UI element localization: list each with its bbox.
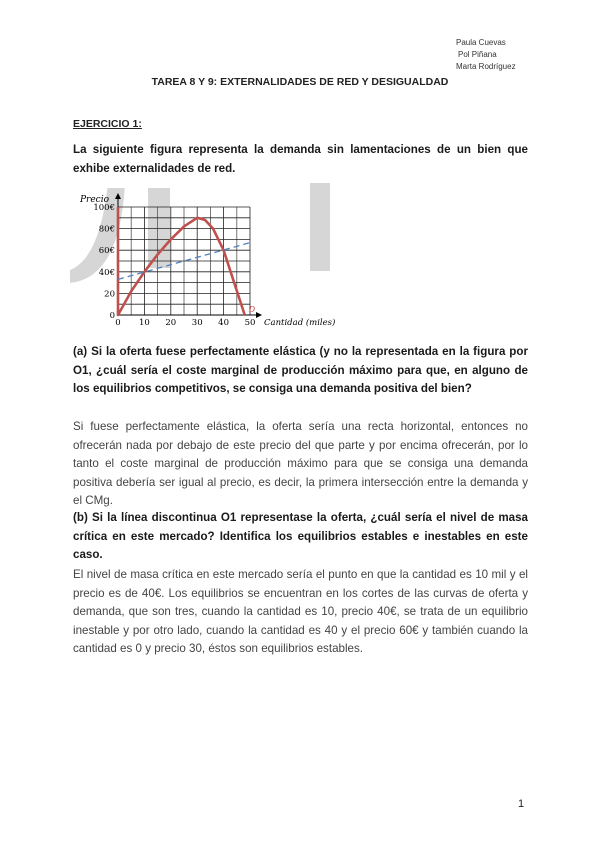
series-label-d: D — [248, 305, 256, 314]
author-3: Marta Rodríguez — [456, 62, 516, 71]
author-2: Pol Piñana — [458, 50, 497, 59]
x-tick-label: 30 — [191, 318, 203, 328]
author-1: Paula Cuevas — [456, 38, 506, 47]
exercise-heading: EJERCICIO 1: — [73, 118, 142, 130]
question-b: (b) Si la línea discontinua O1 representase la oferta, ¿cuál sería el nivel de masa crítica en este mercado? Identifica los equilibrios estables e inestables en este caso. — [73, 511, 528, 561]
y-tick-label: 100€ — [93, 203, 115, 213]
y-tick-label: 20 — [104, 289, 115, 300]
answer-a: Si fuese perfectamente elástica, la oferta sería una recta horizontal, entonces no ofrecerán nada por debajo de este precio del que parte y por encima ofrecerán, por lo tanto el coste marginal de producción máximo para que se consiga una demanda positiva debería ser igual al precio, es decir, la primera intersección entre la demanda y el CMg. — [73, 420, 528, 507]
question-a: (a) Si la oferta fuese perfectamente elástica (y no la representada en la figura por O1, ¿cuál sería el coste marginal de producción máximo para que, en alguno de los equilibrios competitivos, se consiga una demanda positiva del bien? — [73, 345, 528, 395]
x-tick-label: 20 — [165, 318, 177, 328]
x-tick-label: 40 — [218, 318, 230, 328]
page-number: 1 — [518, 798, 525, 810]
intro-text: La siguiente figura representa la demanda sin lamentaciones de un bien que exhibe externalidades de red. — [73, 143, 528, 175]
demand-chart — [70, 188, 340, 333]
y-tick-label: 40€ — [98, 267, 115, 278]
x-tick-label: 0 — [115, 318, 121, 328]
y-axis-label: Precio — [80, 195, 110, 205]
y-tick-label: 80€ — [98, 224, 115, 235]
x-tick-label: 50 — [244, 318, 256, 328]
x-axis-label: Cantidad (miles) — [264, 318, 336, 328]
watermark — [148, 188, 170, 268]
page-title: TAREA 8 Y 9: EXTERNALIDADES DE RED Y DESIGUALDAD — [151, 76, 449, 88]
answer-b: El nivel de masa crítica en este mercado sería el punto en que la cantidad es 10 mil y el precio es de 40€. Los equilibrios se encuentran en los cortes de las curvas de oferta y demanda, que son tres, cuando la cantidad es 10, precio 40€, se trata de un equilibrio inestable y por otro lado, cuando la cantidad es 40 y el precio 60€ y también cuando la cantidad es 0 y precio 30, éstos son equilibrios estables. — [73, 568, 528, 655]
y-tick-label: 60€ — [98, 246, 115, 257]
x-axis-arrow — [256, 312, 262, 318]
y-tick-label: 0 — [109, 311, 115, 321]
x-tick-label: 10 — [138, 318, 150, 328]
